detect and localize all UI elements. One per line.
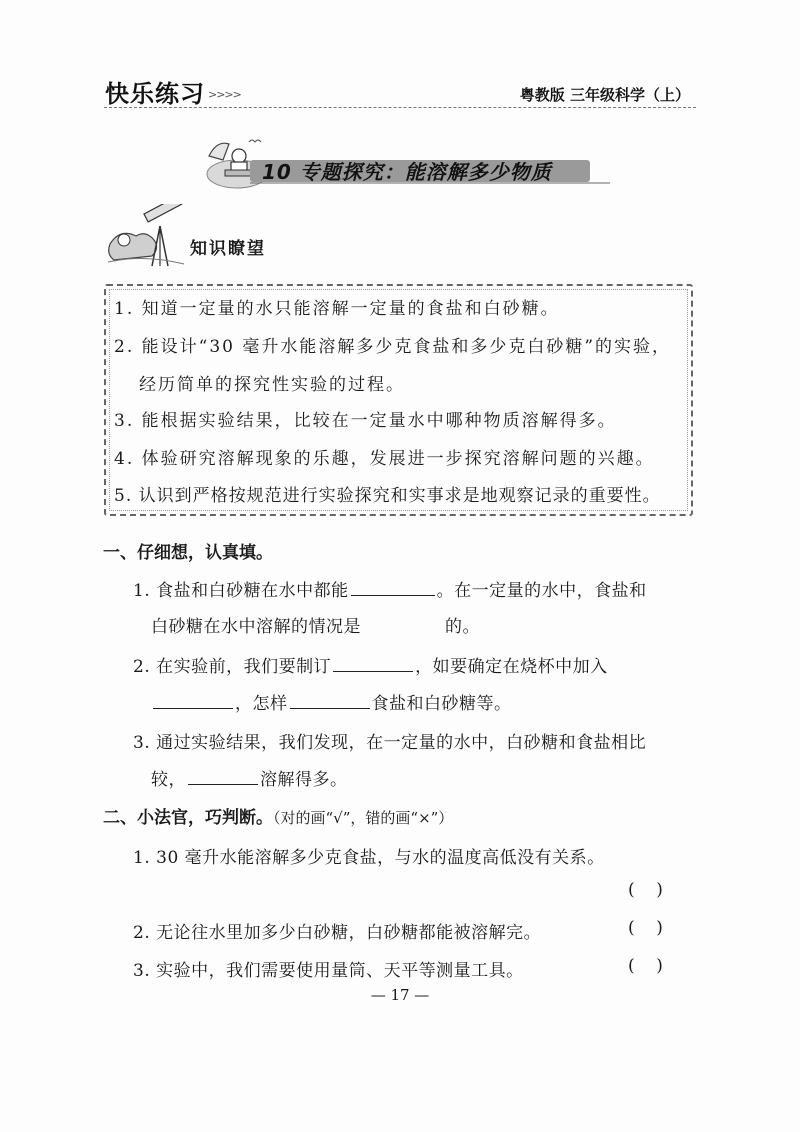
judgement-item-1: 1. 30 毫升水能溶解多少克食盐，与水的温度高低没有关系。 [133,848,605,868]
answer-blank-2[interactable] [363,614,443,632]
knowledge-heading: 知识瞭望 [190,239,266,259]
header-arrows-decoration: >>>> [208,88,241,101]
goal-item-3: 3. 能根据实验结果，比较在一定量水中哪种物质溶解得多。 [114,411,617,431]
answer-blank-6[interactable] [188,766,258,785]
question-1-text-d: 的。 [445,617,480,637]
answer-blank-5[interactable] [290,690,370,709]
answer-blank-1[interactable] [351,577,435,596]
question-1-text-a: 1. 食盐和白砂糖在水中都能 [133,581,349,601]
section-2-title-text: 二、小法官，巧判断。 [103,808,273,828]
answer-blank-4[interactable] [153,690,233,709]
telescope-illustration-icon [104,204,188,270]
judgement-answer-box-2[interactable]: ( ) [628,918,663,938]
learning-goals-inner-border [109,289,688,511]
question-2-line-2 [151,689,512,714]
question-1-text-c: 白砂糖在水中溶解的情况是 [151,617,361,637]
section-1-title: 一、仔细想，认真填。 [103,543,273,563]
judgement-item-2: 2. 无论往水里加多少白砂糖，白砂糖都能被溶解完。 [133,923,542,943]
question-3-text-b: 较， [151,770,186,790]
question-3-text-c: 溶解得多。 [260,770,348,790]
question-2-text-a: 2. 在实验前，我们要制订 [133,657,332,677]
question-2-text-c: ，怎样 [235,694,288,714]
question-1-line-2 [151,612,480,637]
judgement-answer-box-3[interactable]: ( ) [628,956,663,976]
question-2-line-1 [133,652,608,677]
section-2-title [103,803,453,828]
section-2-instruction: （对的画“√”，错的画“×”） [273,809,454,827]
header-divider [104,107,696,108]
lesson-title: 10 专题探究：能溶解多少物质 [262,160,552,184]
header-brand: 快乐练习 [105,80,205,108]
judgement-answer-box-1[interactable]: ( ) [628,880,663,900]
goal-item-5: 5. 认识到严格按规范进行实验探究和实事求是地观察记录的重要性。 [114,486,661,506]
judgement-item-3: 3. 实验中，我们需要使用量筒、天平等测量工具。 [133,961,524,981]
goal-item-2-continued: 经历简单的探究性实验的过程。 [139,375,405,395]
question-1-line-1 [133,576,647,601]
question-2-text-b: ，如要确定在烧杯中加入 [415,657,608,677]
question-2-text-d: 食盐和白砂糖等。 [371,694,512,714]
goal-item-1: 1. 知道一定量的水只能溶解一定量的食盐和白砂糖。 [114,299,560,319]
question-1-text-b: 。在一定量的水中，食盐和 [436,581,647,601]
question-3-line-2 [151,765,348,790]
header-edition: 粤教版 三年级科学（上） [519,86,690,104]
question-3-line-1: 3. 通过实验结果，我们发现，在一定量的水中，白砂糖和食盐相比 [133,733,647,753]
goal-item-4: 4. 体验研究溶解现象的乐趣，发展进一步探究溶解问题的兴趣。 [114,449,655,469]
goal-item-2: 2. 能设计“30 毫升水能溶解多少克食盐和多少克白砂糖”的实验， [114,337,672,357]
answer-blank-3[interactable] [333,653,413,672]
page-number: — 17 — [370,986,430,1004]
